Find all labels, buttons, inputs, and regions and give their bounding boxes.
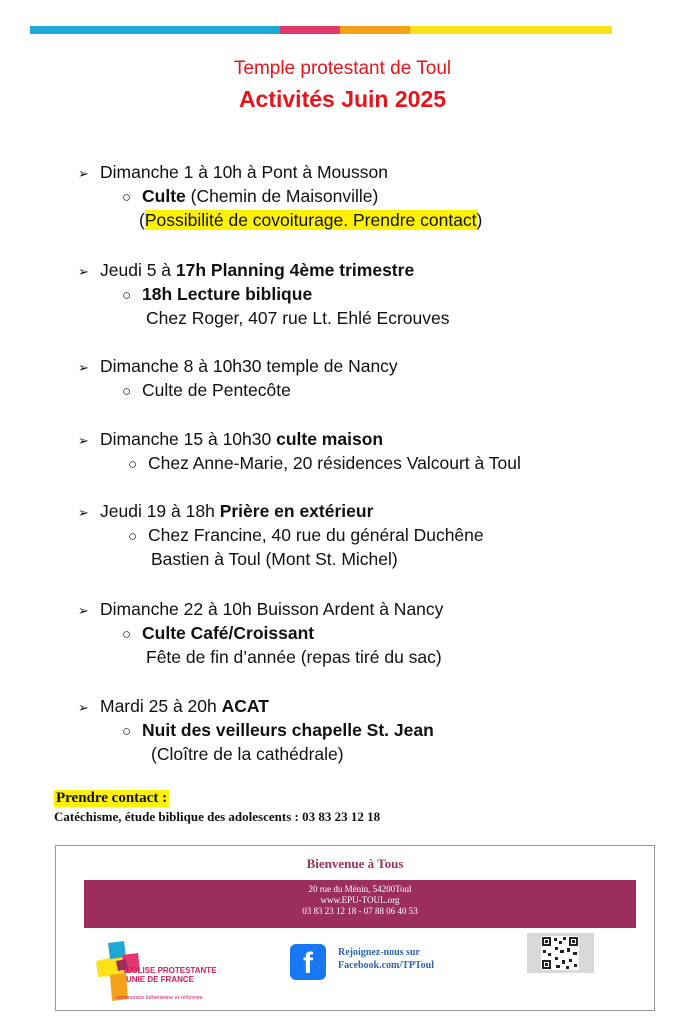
circle-bullet-icon: ○ <box>128 456 138 473</box>
page-title: Activités Juin 2025 <box>238 86 447 112</box>
facebook-text[interactable]: Rejoignez-nous sur Facebook.com/TPToul <box>338 947 435 971</box>
arrow-bullet-icon: ➢ <box>78 166 89 181</box>
logo-text: EGLISE PROTESTANTE UNIE DE FRANCE <box>126 966 217 984</box>
circle-bullet-icon: ○ <box>122 383 132 400</box>
event-2-sub: ○ 18h Lecture biblique <box>122 283 312 307</box>
arrow-bullet-icon: ➢ <box>78 360 89 375</box>
arrow-bullet-icon: ➢ <box>78 264 89 279</box>
event-4-date: ➢ Dimanche 15 à 10h30 culte maison <box>78 428 383 452</box>
header-line1: Temple protestant de Toul <box>233 58 452 79</box>
footer-box <box>55 845 655 1011</box>
event-7-date: ➢ Mardi 25 à 20h ACAT <box>78 695 269 719</box>
event-7-sub2: (Cloître de la cathédrale) <box>151 744 344 764</box>
qr-code-icon <box>527 933 594 973</box>
website-link[interactable]: www.EPU-TOUL.org <box>320 895 400 905</box>
event-6-sub: ○ Culte Café/Croissant <box>122 622 314 646</box>
contact-title: Prendre contact : <box>56 790 168 806</box>
event-4-sub: ○ Chez Anne-Marie, 20 résidences Valcourt à Toul <box>128 452 521 476</box>
arrow-bullet-icon: ➢ <box>78 505 89 520</box>
event-1-sub: ○ Culte (Chemin de Maisonville) <box>122 185 378 209</box>
event-2-address: Chez Roger, 407 rue Lt. Ehlé Ecrouves <box>146 308 450 328</box>
event-1-date: ➢ Dimanche 1 à 10h à Pont à Mousson <box>78 161 388 185</box>
event-1-note: (Possibilité de covoiturage. Prendre contact) <box>139 210 483 230</box>
circle-bullet-icon: ○ <box>122 626 132 643</box>
arrow-bullet-icon: ➢ <box>78 433 89 448</box>
welcome-text: Bienvenue à Tous <box>306 856 404 871</box>
contact-line: Catéchisme, étude biblique des adolescents : 03 83 23 12 18 <box>54 809 381 824</box>
address-band <box>84 880 636 928</box>
circle-bullet-icon: ○ <box>122 189 132 206</box>
circle-bullet-icon: ○ <box>122 287 132 304</box>
event-3-date: ➢ Dimanche 8 à 10h30 temple de Nancy <box>78 355 398 379</box>
arrow-bullet-icon: ➢ <box>78 603 89 618</box>
bar-pink <box>280 26 340 34</box>
address-text: 20 rue du Ménin, 54200Toul <box>308 884 412 894</box>
event-2-date: ➢ Jeudi 5 à 17h Planning 4ème trimestre <box>78 259 414 283</box>
event-6-sub2: Fête de fin d’année (repas tiré du sac) <box>146 647 442 667</box>
event-5-date: ➢ Jeudi 19 à 18h Prière en extérieur <box>78 500 373 524</box>
event-3-sub: ○ Culte de Pentecôte <box>122 379 291 403</box>
facebook-icon[interactable]: f <box>290 944 326 980</box>
circle-bullet-icon: ○ <box>128 528 138 545</box>
phone-numbers: 03 83 23 12 18 - 07 88 06 40 53 <box>302 906 418 916</box>
top-color-bar <box>30 26 612 34</box>
circle-bullet-icon: ○ <box>122 723 132 740</box>
event-5-sub2: Bastien à Toul (Mont St. Michel) <box>151 549 398 569</box>
event-6-date: ➢ Dimanche 22 à 10h Buisson Ardent à Nancy <box>78 598 443 622</box>
arrow-bullet-icon: ➢ <box>78 700 89 715</box>
bar-orange <box>340 26 410 34</box>
logo-subtitle: communion luthérienne et réformée <box>116 995 203 1001</box>
event-7-sub: ○ Nuit des veilleurs chapelle St. Jean <box>122 719 434 743</box>
event-5-sub: ○ Chez Francine, 40 rue du général Duchêne <box>128 524 484 548</box>
bar-blue <box>30 26 280 34</box>
bar-yellow <box>410 26 612 34</box>
